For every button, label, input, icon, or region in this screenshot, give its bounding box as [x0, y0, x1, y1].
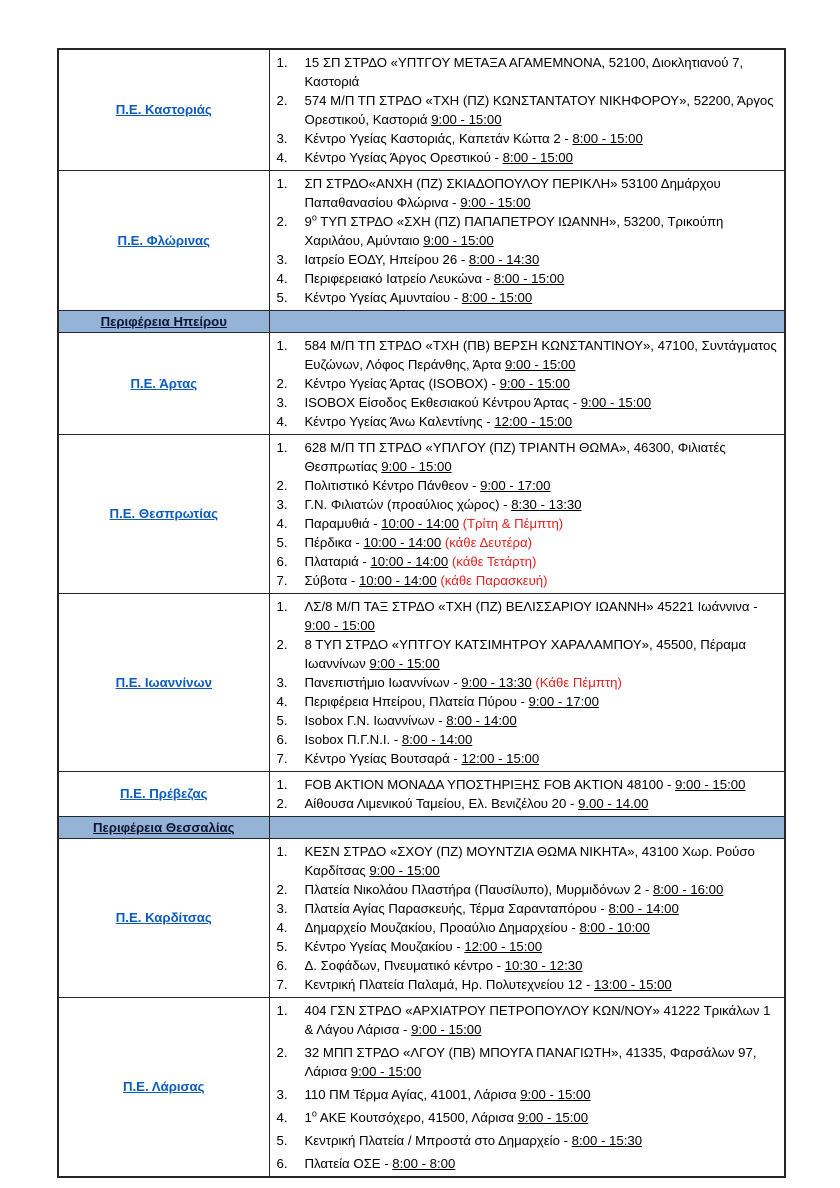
- region-row-kastorias: [58, 49, 785, 171]
- location-text: Κέντρο Υγείας Μουζακίου -: [304, 939, 465, 954]
- item-text: [305, 412, 781, 431]
- item-text: [305, 597, 781, 635]
- location-item: [277, 975, 781, 994]
- time-range: 10:00 - 14:00: [363, 535, 442, 550]
- location-item: [277, 730, 781, 749]
- location-text: Ιατρείο ΕΟΔΥ, Ηπείρου 26 -: [304, 252, 469, 267]
- location-text: Πανεπιστήμιο Ιωαννίνων -: [304, 675, 462, 690]
- location-text: Κέντρο Υγείας Άρτας (ISOBOX) -: [304, 376, 500, 391]
- item-text: [305, 842, 781, 880]
- location-text: Γ.Ν. Φιλιατών (προαύλιος χώρος) -: [304, 497, 512, 512]
- locations-cell-larisas: [269, 998, 785, 1178]
- location-item: [277, 129, 781, 148]
- item-text: [305, 552, 781, 571]
- item-number: 3.: [276, 131, 288, 146]
- location-item: [277, 148, 781, 167]
- item-number: 2.: [276, 214, 288, 229]
- time-range: 10:00 - 14:00: [370, 554, 449, 569]
- item-text: [305, 495, 781, 514]
- location-text: 15 ΣΠ ΣΤΡΔΟ «ΥΠΤΓΟΥ ΜΕΤΑΞΑ ΑΓΑΜΕΜΝΟΝΑ, 52100, Διοκλητιανού 7, Καστοριά: [304, 55, 744, 89]
- region-link-thesprotias[interactable]: Π.Ε. Θεσπρωτίας: [109, 506, 218, 521]
- time-range: 9:00 - 17:00: [480, 478, 551, 493]
- item-text: [305, 899, 781, 918]
- time-range: 9:00 - 15:00: [505, 357, 576, 372]
- location-text: Πλαταριά -: [304, 554, 371, 569]
- time-range: 12:00 - 15:00: [464, 939, 543, 954]
- item-text: [305, 711, 781, 730]
- item-number: 3.: [276, 901, 288, 916]
- item-number: 4.: [276, 150, 288, 165]
- location-item: [277, 476, 781, 495]
- item-text: [305, 53, 781, 91]
- time-range: 8:30 - 13:30: [511, 497, 582, 512]
- time-range: 9:00 - 15:00: [520, 1087, 591, 1102]
- location-text: Δ. Σοφάδων, Πνευματικό κέντρο -: [304, 958, 505, 973]
- location-text: Πλατεία ΟΣΕ -: [304, 1156, 393, 1171]
- locations-cell-kastorias: [269, 49, 785, 171]
- time-range: 8:00 - 14:00: [608, 901, 679, 916]
- region-cell-larisas: [58, 998, 269, 1178]
- location-item: [277, 269, 781, 288]
- time-range: 10:00 - 14:00: [381, 516, 459, 531]
- location-item: [277, 174, 781, 212]
- section-row-ipeirou: [58, 311, 785, 333]
- location-item: [277, 794, 781, 813]
- schedule-note: (Τρίτη & Πέμπτη): [462, 516, 564, 531]
- region-row-prevezas: [58, 772, 785, 817]
- item-text: [305, 288, 781, 307]
- region-link-artas[interactable]: Π.Ε. Άρτας: [130, 375, 198, 391]
- region-cell-kastorias: [58, 49, 269, 171]
- location-text: 9: [304, 214, 312, 229]
- location-item: [277, 1108, 781, 1127]
- location-text: Κεντρική Πλατεία Παλαμά, Ηρ. Πολυτεχνείου 12 -: [304, 977, 595, 992]
- item-number: 4.: [276, 271, 288, 286]
- location-item: [277, 288, 781, 307]
- item-text: [305, 212, 781, 250]
- item-number: 1.: [276, 440, 288, 455]
- item-number: 1.: [276, 844, 288, 859]
- location-item: [277, 956, 781, 975]
- location-text: 110 ΠΜ Τέρμα Αγίας, 41001, Λάρισα: [304, 1087, 521, 1102]
- section-header-empty-cell: [269, 311, 785, 333]
- location-item: [277, 692, 781, 711]
- location-item: [277, 495, 781, 514]
- item-text: [305, 775, 781, 794]
- location-item: [277, 880, 781, 899]
- item-number: 5.: [276, 1133, 288, 1148]
- item-number: 2.: [276, 1045, 288, 1060]
- region-row-ioanninon: [58, 594, 785, 772]
- location-text: Πολιτιστικό Κέντρο Πάνθεον -: [304, 478, 481, 493]
- region-link-kastorias[interactable]: Π.Ε. Καστοριάς: [115, 102, 212, 117]
- time-range: 9:00 - 15:00: [675, 777, 746, 792]
- location-item: [277, 597, 781, 635]
- time-range: 9.00 - 14.00: [578, 796, 649, 811]
- ordinal-superscript: ο: [311, 212, 317, 223]
- location-item: [277, 673, 781, 692]
- location-item: [277, 635, 781, 673]
- item-text: [305, 269, 781, 288]
- region-row-larisas: [58, 998, 785, 1178]
- locations-cell-prevezas: [269, 772, 785, 817]
- time-range: 8:00 - 15:00: [572, 131, 643, 146]
- item-number: 2.: [276, 882, 288, 897]
- time-range: 13:00 - 15:00: [594, 977, 672, 992]
- time-range: 9:00 - 15:00: [499, 376, 570, 391]
- item-text: [305, 635, 781, 673]
- item-text: [305, 250, 781, 269]
- location-item: [277, 250, 781, 269]
- item-number: 7.: [276, 573, 288, 588]
- item-text: [305, 937, 781, 956]
- ordinal-superscript: ο: [311, 1108, 317, 1119]
- time-range: 9:00 - 13:30: [461, 675, 532, 690]
- item-number: 1.: [276, 176, 288, 191]
- item-number: 1.: [276, 338, 288, 353]
- item-number: 7.: [276, 751, 288, 766]
- location-text: Κέντρο Υγείας Αμυνταίου -: [304, 290, 462, 305]
- section-title-ipeirou: Περιφέρεια Ηπείρου: [100, 313, 227, 329]
- location-text: Αίθουσα Λιμενικού Ταμείου, Ελ. Βενιζέλου 20 -: [304, 796, 579, 811]
- location-item: [277, 918, 781, 937]
- time-range: 8:00 - 14:00: [446, 713, 517, 728]
- item-text: [305, 438, 781, 476]
- item-text: [305, 880, 781, 899]
- location-text: Περιφέρεια Ηπείρου, Πλατεία Πύρου -: [304, 694, 529, 709]
- location-item: [277, 749, 781, 768]
- time-range: 8:00 - 14:30: [468, 252, 540, 267]
- time-range: 12:00 - 15:00: [494, 414, 573, 429]
- location-text: ΛΣ/8 Μ/Π ΤΑΞ ΣΤΡΔΟ «ΤΧΗ (ΠΖ) ΒΕΛΙΣΣΑΡΙΟΥ ΙΩΑΝΝΗ» 45221 Ιωάννινα -: [304, 599, 758, 614]
- item-number: 1.: [276, 1003, 288, 1018]
- location-text: Κέντρο Υγείας Άνω Καλεντίνης -: [304, 414, 495, 429]
- region-cell-karditsas: [58, 839, 269, 998]
- location-text: 584 Μ/Π ΤΠ ΣΤΡΔΟ «ΤΧΗ (ΠΒ) ΒΕΡΣΗ ΚΩΝΣΤΑΝΤΙΝΟΥ», 47100, Συντάγματος Ευζώνων, Λόφος Περάνθης, Άρτα: [304, 338, 777, 372]
- location-text: 32 ΜΠΠ ΣΤΡΔΟ «ΛΓΟΥ (ΠΒ) ΜΠΟΥΓΑ ΠΑΝΑΓΙΩΤΗ», 41335, Φαρσάλων 97, Λάρισα: [304, 1045, 757, 1079]
- time-range: 8:00 - 10:00: [579, 920, 650, 935]
- item-text: [305, 673, 781, 692]
- time-range: 8:00 - 15:00: [502, 150, 573, 165]
- item-number: 1.: [276, 777, 288, 792]
- item-text: [305, 1043, 781, 1081]
- region-link-prevezas[interactable]: Π.Ε. Πρέβεζας: [119, 786, 208, 801]
- location-text: Isobox Γ.Ν. Ιωαννίνων -: [304, 713, 447, 728]
- time-range: 9:00 - 15:00: [517, 1110, 589, 1125]
- item-text: [305, 393, 781, 412]
- location-text: Κέντρο Υγείας Βουτσαρά -: [304, 751, 462, 766]
- item-number: 3.: [276, 252, 288, 267]
- location-text: FOB AKTION ΜΟΝΑΔΑ ΥΠΟΣΤΗΡΙΞΗΣ FOB AKTION 48100 -: [304, 777, 676, 792]
- time-range: 9:00 - 15:00: [381, 459, 452, 474]
- section-header-empty-cell: [269, 817, 785, 839]
- time-range: 9:00 - 15:00: [369, 656, 440, 671]
- time-range: 8:00 - 15:00: [493, 271, 565, 286]
- item-text: [305, 1001, 781, 1039]
- time-range: 8:00 - 14:00: [401, 732, 473, 747]
- location-text: ΚΕΣΝ ΣΤΡΔΟ «ΣΧΟΥ (ΠΖ) ΜΟΥΝΤΖΙΑ ΘΩΜΑ ΝΙΚΗΤΑ», 43100 Χωρ. Ρούσο Καρδίτσας: [304, 844, 755, 878]
- schedule-note: (κάθε Παρασκευή): [440, 573, 548, 588]
- location-text: Περιφερειακό Ιατρείο Λευκώνα -: [304, 271, 494, 286]
- item-text: [305, 476, 781, 495]
- item-number: 6.: [276, 1156, 288, 1171]
- item-number: 2.: [276, 796, 288, 811]
- item-number: 1.: [276, 55, 288, 70]
- location-text: Σύβοτα -: [304, 573, 359, 588]
- region-row-karditsas: [58, 839, 785, 998]
- location-item: [277, 899, 781, 918]
- section-title-thessalias: Περιφέρεια Θεσσαλίας: [93, 819, 235, 835]
- location-text: 574 Μ/Π ΤΠ ΣΤΡΔΟ «ΤΧΗ (ΠΖ) ΚΩΝΣΤΑΝΤΑΤΟΥ ΝΙΚΗΦΟΡΟΥ», 52200, Άργος Ορεστικού, Καστοριά: [304, 93, 774, 127]
- time-range: 9:00 - 15:00: [369, 863, 440, 878]
- region-cell-prevezas: [58, 772, 269, 817]
- region-link-ioanninon[interactable]: Π.Ε. Ιωαννίνων: [115, 674, 212, 690]
- location-item: [277, 1085, 781, 1104]
- item-number: 5.: [276, 713, 288, 728]
- time-range: 10:30 - 12:30: [504, 958, 583, 973]
- locations-cell-thesprotias: [269, 435, 785, 594]
- location-item: [277, 1154, 781, 1173]
- schedule-note: (Κάθε Πέμπτη): [535, 675, 622, 690]
- item-text: [305, 336, 781, 374]
- time-range: 9:00 - 15:00: [580, 395, 652, 410]
- locations-cell-artas: [269, 333, 785, 435]
- item-number: 4.: [276, 694, 288, 709]
- time-range: 9:00 - 15:00: [350, 1064, 422, 1079]
- time-range: 9:00 - 15:00: [431, 112, 502, 127]
- time-range: 8:00 - 16:00: [652, 882, 724, 897]
- region-link-florinas[interactable]: Π.Ε. Φλώρινας: [117, 232, 211, 248]
- time-range: 8:00 - 8:00: [392, 1156, 456, 1171]
- time-range: 8:00 - 15:30: [571, 1133, 643, 1148]
- time-range: 12:00 - 15:00: [461, 751, 540, 766]
- item-text: [305, 692, 781, 711]
- section-row-thessalias: [58, 817, 785, 839]
- item-text: [305, 174, 781, 212]
- item-number: 3.: [276, 395, 288, 410]
- location-item: [277, 393, 781, 412]
- location-item: [277, 1131, 781, 1150]
- item-number: 4.: [276, 414, 288, 429]
- item-text: [305, 148, 781, 167]
- time-range: 9:00 - 15:00: [304, 618, 375, 633]
- location-text: Κεντρική Πλατεία / Μπροστά στο Δημαρχείο -: [304, 1133, 572, 1148]
- item-text: [305, 129, 781, 148]
- schedule-note: (κάθε Τετάρτη): [451, 554, 537, 569]
- time-range: 8:00 - 15:00: [461, 290, 533, 305]
- time-range: 10:00 - 14:00: [358, 573, 437, 588]
- region-link-larisas[interactable]: Π.Ε. Λάρισας: [122, 1079, 205, 1094]
- location-text: Πλατεία Αγίας Παρασκευής, Τέρμα Σαρανταπόρου -: [304, 901, 609, 916]
- item-number: 3.: [276, 1087, 288, 1102]
- region-link-karditsas[interactable]: Π.Ε. Καρδίτσας: [115, 910, 212, 925]
- item-text: [305, 730, 781, 749]
- location-text: Πλατεία Νικολάου Πλαστήρα (Παυσίλυπο), Μυρμιδόνων 2 -: [304, 882, 653, 897]
- location-text: Κέντρο Υγείας Καστοριάς, Καπετάν Κώττα 2 -: [304, 131, 573, 146]
- location-text: Κέντρο Υγείας Άργος Ορεστικού -: [304, 150, 503, 165]
- region-cell-ioanninon: [58, 594, 269, 772]
- location-item: [277, 775, 781, 794]
- location-text: ΣΠ ΣΤΡΔΟ«ΑΝΧΗ (ΠΖ) ΣΚΙΑΔΟΠΟΥΛΟΥ ΠΕΡΙΚΛΗ» 53100 Δημάρχου Παπαθανασίου Φλώρινα -: [304, 176, 721, 210]
- item-number: 5.: [276, 939, 288, 954]
- location-item: [277, 412, 781, 431]
- location-text: 1: [304, 1110, 312, 1125]
- location-item: [277, 711, 781, 730]
- location-item: [277, 533, 781, 552]
- item-text: [305, 918, 781, 937]
- item-text: [305, 794, 781, 813]
- location-item: [277, 336, 781, 374]
- location-text: ΤΥΠ ΣΤΡΔΟ «ΣΧΗ (ΠΖ) ΠΑΠΑΠΕΤΡΟΥ ΙΩΑΝΝΗ», 53200, Τρικούπη Χαριλάου, Αμύνταιο: [304, 214, 724, 248]
- time-range: 9:00 - 15:00: [460, 195, 531, 210]
- item-text: [305, 1085, 781, 1104]
- region-row-florinas: [58, 171, 785, 311]
- location-text: Παραμυθιά -: [304, 516, 382, 531]
- item-number: 5.: [276, 290, 288, 305]
- schedule-document: [57, 48, 786, 1178]
- item-number: 2.: [276, 376, 288, 391]
- location-item: [277, 438, 781, 476]
- location-item: [277, 91, 781, 129]
- item-text: [305, 374, 781, 393]
- location-text: 8 ΤΥΠ ΣΤΡΔΟ «ΥΠΤΓΟΥ ΚΑΤΣΙΜΗΤΡΟΥ ΧΑΡΑΛΑΜΠΟΥ», 45500, Πέραμα Ιωαννίνων: [304, 637, 747, 671]
- locations-cell-karditsas: [269, 839, 785, 998]
- item-text: [305, 1108, 781, 1127]
- item-number: 5.: [276, 535, 288, 550]
- item-number: 4.: [276, 1110, 288, 1125]
- location-item: [277, 571, 781, 590]
- location-text: ΑΚΕ Κουτσόχερο, 41500, Λάρισα: [316, 1110, 518, 1125]
- location-item: [277, 514, 781, 533]
- time-range: 9:00 - 15:00: [423, 233, 494, 248]
- item-text: [305, 1154, 781, 1173]
- location-text: Δημαρχείο Μουζακίου, Προαύλιο Δημαρχείου -: [304, 920, 580, 935]
- location-item: [277, 842, 781, 880]
- item-number: 4.: [276, 920, 288, 935]
- schedule-note: (κάθε Δευτέρα): [444, 535, 532, 550]
- time-range: 9:00 - 17:00: [528, 694, 599, 709]
- item-text: [305, 91, 781, 129]
- location-text: Πέρδικα -: [304, 535, 364, 550]
- locations-cell-ioanninon: [269, 594, 785, 772]
- item-number: 6.: [276, 958, 288, 973]
- item-number: 2.: [276, 637, 288, 652]
- location-item: [277, 1043, 781, 1081]
- item-number: 3.: [276, 497, 288, 512]
- item-number: 6.: [276, 554, 288, 569]
- item-number: 3.: [276, 675, 288, 690]
- item-text: [305, 749, 781, 768]
- item-number: 4.: [276, 516, 288, 531]
- location-item: [277, 937, 781, 956]
- item-number: 6.: [276, 732, 288, 747]
- location-item: [277, 212, 781, 250]
- location-text: 628 Μ/Π ΤΠ ΣΤΡΔΟ «ΥΠΛΓΟΥ (ΠΖ) ΤΡΙΑΝΤΗ ΘΩΜΑ», 46300, Φιλιατές Θεσπρωτίας: [304, 440, 726, 474]
- time-range: 9:00 - 15:00: [411, 1022, 482, 1037]
- item-text: [305, 956, 781, 975]
- item-number: 1.: [276, 599, 288, 614]
- item-text: [305, 571, 781, 590]
- location-item: [277, 53, 781, 91]
- region-cell-thesprotias: [58, 435, 269, 594]
- section-header-cell: [58, 817, 269, 839]
- item-text: [305, 533, 781, 552]
- region-cell-artas: [58, 333, 269, 435]
- item-text: [305, 514, 781, 533]
- region-cell-florinas: [58, 171, 269, 311]
- item-number: 2.: [276, 93, 288, 108]
- region-row-artas: [58, 333, 785, 435]
- schedule-table: [57, 48, 786, 1178]
- item-text: [305, 975, 781, 994]
- item-text: [305, 1131, 781, 1150]
- location-item: [277, 552, 781, 571]
- item-number: 7.: [276, 977, 288, 992]
- locations-cell-florinas: [269, 171, 785, 311]
- location-item: [277, 1001, 781, 1039]
- location-text: Isobox Π.Γ.Ν.Ι. -: [304, 732, 402, 747]
- region-row-thesprotias: [58, 435, 785, 594]
- section-header-cell: [58, 311, 269, 333]
- location-text: ISOBOX Είσοδος Εκθεσιακού Κέντρου Άρτας -: [304, 395, 581, 410]
- item-number: 2.: [276, 478, 288, 493]
- location-item: [277, 374, 781, 393]
- location-text: 404 ΓΣΝ ΣΤΡΔΟ «ΑΡΧΙΑΤΡΟΥ ΠΕΤΡΟΠΟΥΛΟΥ ΚΩΝ/ΝΟΥ» 41222 Τρικάλων 1 & Λάγου Λάρισα -: [304, 1003, 771, 1037]
